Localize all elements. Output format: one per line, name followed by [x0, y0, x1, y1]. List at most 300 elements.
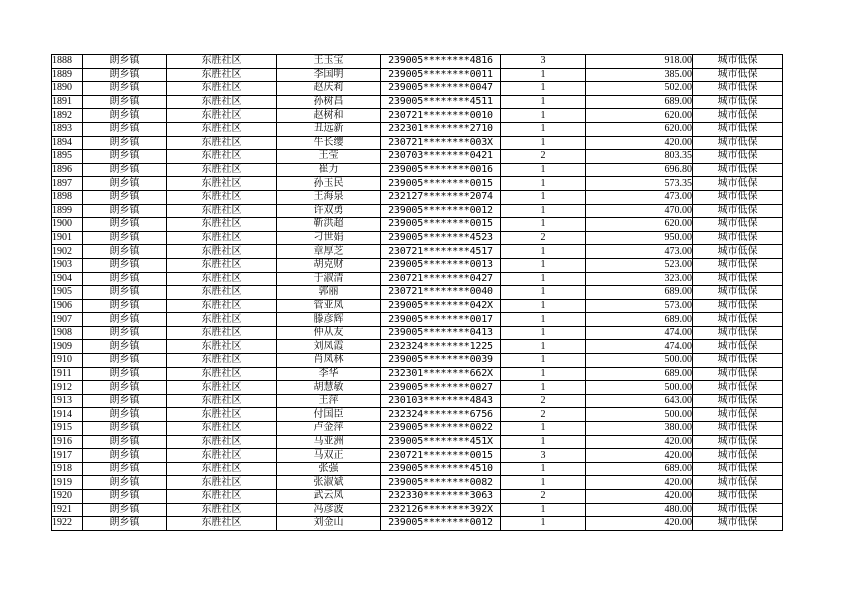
- table-row: [52, 258, 783, 272]
- amount-cell: 420.00: [586, 136, 693, 150]
- name-cell: 马亚洲: [277, 435, 381, 449]
- name-cell: 赵树和: [277, 109, 381, 123]
- name-cell: 胡慧敏: [277, 381, 381, 395]
- name-cell: 郭丽: [277, 286, 381, 300]
- assistance-type-cell: 城市低保: [693, 136, 783, 150]
- row-number-cell: 1896: [52, 163, 83, 177]
- id-number-cell: 230721********0015: [381, 449, 501, 463]
- assistance-type-cell: 城市低保: [693, 367, 783, 381]
- row-number-cell: 1890: [52, 82, 83, 96]
- name-cell: 章厚芝: [277, 245, 381, 259]
- assistance-type-cell: 城市低保: [693, 422, 783, 436]
- community-cell: 东胜社区: [167, 82, 277, 96]
- table-row: [52, 82, 783, 96]
- row-number-cell: 1905: [52, 286, 83, 300]
- amount-cell: 643.00: [586, 394, 693, 408]
- id-number-cell: 239005********451X: [381, 435, 501, 449]
- assistance-type-cell: 城市低保: [693, 204, 783, 218]
- table-row: [52, 367, 783, 381]
- town-cell: 朗乡镇: [83, 190, 167, 204]
- row-number-cell: 1891: [52, 95, 83, 109]
- household-count-cell: 2: [501, 408, 586, 422]
- row-number-cell: 1922: [52, 517, 83, 531]
- table-row: [52, 245, 783, 259]
- id-number-cell: 239005********4816: [381, 55, 501, 69]
- town-cell: 朗乡镇: [83, 367, 167, 381]
- name-cell: 赵庆莉: [277, 82, 381, 96]
- assistance-type-cell: 城市低保: [693, 82, 783, 96]
- assistance-type-cell: 城市低保: [693, 258, 783, 272]
- name-cell: 武云凤: [277, 490, 381, 504]
- town-cell: 朗乡镇: [83, 408, 167, 422]
- assistance-type-cell: 城市低保: [693, 503, 783, 517]
- community-cell: 东胜社区: [167, 503, 277, 517]
- town-cell: 朗乡镇: [83, 490, 167, 504]
- row-number-cell: 1913: [52, 394, 83, 408]
- name-cell: 胡克财: [277, 258, 381, 272]
- community-cell: 东胜社区: [167, 476, 277, 490]
- community-cell: 东胜社区: [167, 204, 277, 218]
- community-cell: 东胜社区: [167, 422, 277, 436]
- household-count-cell: 3: [501, 55, 586, 69]
- row-number-cell: 1921: [52, 503, 83, 517]
- id-number-cell: 239005********0013: [381, 258, 501, 272]
- community-cell: 东胜社区: [167, 326, 277, 340]
- id-number-cell: 239005********0015: [381, 218, 501, 232]
- town-cell: 朗乡镇: [83, 122, 167, 136]
- assistance-type-cell: 城市低保: [693, 449, 783, 463]
- amount-cell: 620.00: [586, 218, 693, 232]
- id-number-cell: 239005********0413: [381, 326, 501, 340]
- id-number-cell: 230721********003X: [381, 136, 501, 150]
- row-number-cell: 1894: [52, 136, 83, 150]
- id-number-cell: 230721********0010: [381, 109, 501, 123]
- household-count-cell: 1: [501, 190, 586, 204]
- row-number-cell: 1909: [52, 340, 83, 354]
- id-number-cell: 232127********2074: [381, 190, 501, 204]
- town-cell: 朗乡镇: [83, 136, 167, 150]
- assistance-type-cell: 城市低保: [693, 122, 783, 136]
- assistance-type-cell: 城市低保: [693, 150, 783, 164]
- community-cell: 东胜社区: [167, 231, 277, 245]
- household-count-cell: 1: [501, 163, 586, 177]
- household-count-cell: 2: [501, 394, 586, 408]
- amount-cell: 470.00: [586, 204, 693, 218]
- assistance-type-cell: 城市低保: [693, 435, 783, 449]
- household-count-cell: 1: [501, 422, 586, 436]
- community-cell: 东胜社区: [167, 258, 277, 272]
- household-count-cell: 2: [501, 490, 586, 504]
- id-number-cell: 239005********0012: [381, 204, 501, 218]
- table-row: [52, 122, 783, 136]
- row-number-cell: 1920: [52, 490, 83, 504]
- community-cell: 东胜社区: [167, 354, 277, 368]
- name-cell: 王莹: [277, 150, 381, 164]
- household-count-cell: 1: [501, 122, 586, 136]
- town-cell: 朗乡镇: [83, 299, 167, 313]
- id-number-cell: 230103********4843: [381, 394, 501, 408]
- town-cell: 朗乡镇: [83, 394, 167, 408]
- household-count-cell: 3: [501, 449, 586, 463]
- row-number-cell: 1893: [52, 122, 83, 136]
- id-number-cell: 239005********0039: [381, 354, 501, 368]
- household-count-cell: 1: [501, 503, 586, 517]
- row-number-cell: 1900: [52, 218, 83, 232]
- id-number-cell: 239005********0047: [381, 82, 501, 96]
- assistance-type-cell: 城市低保: [693, 177, 783, 191]
- table-row: [52, 190, 783, 204]
- assistance-type-cell: 城市低保: [693, 517, 783, 531]
- town-cell: 朗乡镇: [83, 340, 167, 354]
- table-row: [52, 231, 783, 245]
- table-row: [52, 462, 783, 476]
- id-number-cell: 230703********0421: [381, 150, 501, 164]
- community-cell: 东胜社区: [167, 68, 277, 82]
- row-number-cell: 1892: [52, 109, 83, 123]
- table-row: [52, 394, 783, 408]
- assistance-type-cell: 城市低保: [693, 490, 783, 504]
- town-cell: 朗乡镇: [83, 218, 167, 232]
- town-cell: 朗乡镇: [83, 422, 167, 436]
- community-cell: 东胜社区: [167, 299, 277, 313]
- id-number-cell: 239005********0016: [381, 163, 501, 177]
- row-number-cell: 1895: [52, 150, 83, 164]
- id-number-cell: 239005********0017: [381, 313, 501, 327]
- community-cell: 东胜社区: [167, 177, 277, 191]
- amount-cell: 696.80: [586, 163, 693, 177]
- amount-cell: 500.00: [586, 408, 693, 422]
- amount-cell: 473.00: [586, 245, 693, 259]
- row-number-cell: 1903: [52, 258, 83, 272]
- table-row: [52, 340, 783, 354]
- household-count-cell: 1: [501, 340, 586, 354]
- id-number-cell: 230721********4517: [381, 245, 501, 259]
- table-row: [52, 408, 783, 422]
- assistance-type-cell: 城市低保: [693, 354, 783, 368]
- amount-cell: 420.00: [586, 490, 693, 504]
- name-cell: 崔力: [277, 163, 381, 177]
- assistance-type-cell: 城市低保: [693, 68, 783, 82]
- assistance-type-cell: 城市低保: [693, 394, 783, 408]
- town-cell: 朗乡镇: [83, 462, 167, 476]
- assistance-type-cell: 城市低保: [693, 231, 783, 245]
- assistance-type-cell: 城市低保: [693, 95, 783, 109]
- town-cell: 朗乡镇: [83, 272, 167, 286]
- name-cell: 张强: [277, 462, 381, 476]
- household-count-cell: 1: [501, 258, 586, 272]
- table-row: [52, 218, 783, 232]
- amount-cell: 950.00: [586, 231, 693, 245]
- community-cell: 东胜社区: [167, 163, 277, 177]
- community-cell: 东胜社区: [167, 245, 277, 259]
- row-number-cell: 1911: [52, 367, 83, 381]
- amount-cell: 480.00: [586, 503, 693, 517]
- assistance-type-cell: 城市低保: [693, 299, 783, 313]
- id-number-cell: 239005********0027: [381, 381, 501, 395]
- name-cell: 仲从友: [277, 326, 381, 340]
- assistance-type-cell: 城市低保: [693, 245, 783, 259]
- town-cell: 朗乡镇: [83, 204, 167, 218]
- name-cell: 王萍: [277, 394, 381, 408]
- name-cell: 付国臣: [277, 408, 381, 422]
- name-cell: 张淑斌: [277, 476, 381, 490]
- community-cell: 东胜社区: [167, 136, 277, 150]
- roster-sheet: [51, 54, 783, 531]
- amount-cell: 500.00: [586, 381, 693, 395]
- id-number-cell: 239005********0082: [381, 476, 501, 490]
- row-number-cell: 1919: [52, 476, 83, 490]
- assistance-type-cell: 城市低保: [693, 109, 783, 123]
- community-cell: 东胜社区: [167, 381, 277, 395]
- name-cell: 孙玉民: [277, 177, 381, 191]
- household-count-cell: 1: [501, 313, 586, 327]
- row-number-cell: 1914: [52, 408, 83, 422]
- amount-cell: 420.00: [586, 435, 693, 449]
- amount-cell: 523.00: [586, 258, 693, 272]
- household-count-cell: 1: [501, 272, 586, 286]
- assistance-type-cell: 城市低保: [693, 313, 783, 327]
- row-number-cell: 1902: [52, 245, 83, 259]
- community-cell: 东胜社区: [167, 367, 277, 381]
- table-row: [52, 422, 783, 436]
- row-number-cell: 1912: [52, 381, 83, 395]
- table-row: [52, 490, 783, 504]
- id-number-cell: 232324********6756: [381, 408, 501, 422]
- amount-cell: 803.35: [586, 150, 693, 164]
- row-number-cell: 1910: [52, 354, 83, 368]
- community-cell: 东胜社区: [167, 408, 277, 422]
- name-cell: 王海泉: [277, 190, 381, 204]
- community-cell: 东胜社区: [167, 449, 277, 463]
- name-cell: 冯彦波: [277, 503, 381, 517]
- town-cell: 朗乡镇: [83, 109, 167, 123]
- town-cell: 朗乡镇: [83, 313, 167, 327]
- amount-cell: 420.00: [586, 476, 693, 490]
- row-number-cell: 1906: [52, 299, 83, 313]
- name-cell: 李国明: [277, 68, 381, 82]
- town-cell: 朗乡镇: [83, 354, 167, 368]
- community-cell: 东胜社区: [167, 435, 277, 449]
- row-number-cell: 1898: [52, 190, 83, 204]
- household-count-cell: 1: [501, 95, 586, 109]
- household-count-cell: 1: [501, 177, 586, 191]
- assistance-type-cell: 城市低保: [693, 272, 783, 286]
- table-row: [52, 435, 783, 449]
- town-cell: 朗乡镇: [83, 476, 167, 490]
- id-number-cell: 232330********3063: [381, 490, 501, 504]
- household-count-cell: 1: [501, 299, 586, 313]
- household-count-cell: 1: [501, 435, 586, 449]
- row-number-cell: 1916: [52, 435, 83, 449]
- amount-cell: 420.00: [586, 517, 693, 531]
- community-cell: 东胜社区: [167, 394, 277, 408]
- community-cell: 东胜社区: [167, 218, 277, 232]
- town-cell: 朗乡镇: [83, 381, 167, 395]
- household-count-cell: 1: [501, 136, 586, 150]
- table-row: [52, 286, 783, 300]
- row-number-cell: 1908: [52, 326, 83, 340]
- community-cell: 东胜社区: [167, 150, 277, 164]
- roster-table: [51, 54, 783, 531]
- amount-cell: 689.00: [586, 95, 693, 109]
- town-cell: 朗乡镇: [83, 150, 167, 164]
- town-cell: 朗乡镇: [83, 435, 167, 449]
- household-count-cell: 1: [501, 462, 586, 476]
- assistance-type-cell: 城市低保: [693, 326, 783, 340]
- community-cell: 东胜社区: [167, 340, 277, 354]
- town-cell: 朗乡镇: [83, 231, 167, 245]
- amount-cell: 474.00: [586, 340, 693, 354]
- community-cell: 东胜社区: [167, 190, 277, 204]
- id-number-cell: 239005********4510: [381, 462, 501, 476]
- amount-cell: 689.00: [586, 367, 693, 381]
- household-count-cell: 1: [501, 517, 586, 531]
- amount-cell: 689.00: [586, 462, 693, 476]
- town-cell: 朗乡镇: [83, 55, 167, 69]
- amount-cell: 380.00: [586, 422, 693, 436]
- name-cell: 丑远新: [277, 122, 381, 136]
- community-cell: 东胜社区: [167, 517, 277, 531]
- town-cell: 朗乡镇: [83, 163, 167, 177]
- town-cell: 朗乡镇: [83, 82, 167, 96]
- name-cell: 刁世娟: [277, 231, 381, 245]
- assistance-type-cell: 城市低保: [693, 55, 783, 69]
- id-number-cell: 232301********662X: [381, 367, 501, 381]
- household-count-cell: 1: [501, 68, 586, 82]
- town-cell: 朗乡镇: [83, 68, 167, 82]
- id-number-cell: 239005********0011: [381, 68, 501, 82]
- table-row: [52, 503, 783, 517]
- row-number-cell: 1915: [52, 422, 83, 436]
- id-number-cell: 232126********392X: [381, 503, 501, 517]
- name-cell: 刘凤霞: [277, 340, 381, 354]
- id-number-cell: 230721********0427: [381, 272, 501, 286]
- table-row: [52, 476, 783, 490]
- town-cell: 朗乡镇: [83, 449, 167, 463]
- assistance-type-cell: 城市低保: [693, 476, 783, 490]
- amount-cell: 474.00: [586, 326, 693, 340]
- amount-cell: 689.00: [586, 313, 693, 327]
- table-row: [52, 313, 783, 327]
- row-number-cell: 1907: [52, 313, 83, 327]
- row-number-cell: 1917: [52, 449, 83, 463]
- table-row: [52, 68, 783, 82]
- town-cell: 朗乡镇: [83, 95, 167, 109]
- name-cell: 卢金萍: [277, 422, 381, 436]
- table-row: [52, 299, 783, 313]
- row-number-cell: 1901: [52, 231, 83, 245]
- household-count-cell: 1: [501, 204, 586, 218]
- roster-body: [52, 55, 783, 531]
- amount-cell: 620.00: [586, 122, 693, 136]
- assistance-type-cell: 城市低保: [693, 163, 783, 177]
- household-count-cell: 1: [501, 245, 586, 259]
- row-number-cell: 1904: [52, 272, 83, 286]
- household-count-cell: 1: [501, 367, 586, 381]
- amount-cell: 323.00: [586, 272, 693, 286]
- town-cell: 朗乡镇: [83, 326, 167, 340]
- name-cell: 许双勇: [277, 204, 381, 218]
- id-number-cell: 239005********0022: [381, 422, 501, 436]
- assistance-type-cell: 城市低保: [693, 462, 783, 476]
- community-cell: 东胜社区: [167, 286, 277, 300]
- name-cell: 刘金山: [277, 517, 381, 531]
- community-cell: 东胜社区: [167, 462, 277, 476]
- name-cell: 肖凤林: [277, 354, 381, 368]
- table-row: [52, 177, 783, 191]
- town-cell: 朗乡镇: [83, 286, 167, 300]
- assistance-type-cell: 城市低保: [693, 340, 783, 354]
- assistance-type-cell: 城市低保: [693, 190, 783, 204]
- name-cell: 马双正: [277, 449, 381, 463]
- table-row: [52, 163, 783, 177]
- community-cell: 东胜社区: [167, 109, 277, 123]
- household-count-cell: 2: [501, 231, 586, 245]
- household-count-cell: 1: [501, 326, 586, 340]
- table-row: [52, 449, 783, 463]
- community-cell: 东胜社区: [167, 95, 277, 109]
- row-number-cell: 1897: [52, 177, 83, 191]
- assistance-type-cell: 城市低保: [693, 286, 783, 300]
- community-cell: 东胜社区: [167, 490, 277, 504]
- household-count-cell: 1: [501, 476, 586, 490]
- row-number-cell: 1889: [52, 68, 83, 82]
- town-cell: 朗乡镇: [83, 503, 167, 517]
- table-row: [52, 204, 783, 218]
- name-cell: 牛长缨: [277, 136, 381, 150]
- assistance-type-cell: 城市低保: [693, 408, 783, 422]
- row-number-cell: 1918: [52, 462, 83, 476]
- id-number-cell: 239005********042X: [381, 299, 501, 313]
- assistance-type-cell: 城市低保: [693, 381, 783, 395]
- town-cell: 朗乡镇: [83, 258, 167, 272]
- row-number-cell: 1888: [52, 55, 83, 69]
- table-row: [52, 150, 783, 164]
- community-cell: 东胜社区: [167, 122, 277, 136]
- id-number-cell: 230721********0040: [381, 286, 501, 300]
- household-count-cell: 1: [501, 218, 586, 232]
- amount-cell: 420.00: [586, 449, 693, 463]
- household-count-cell: 1: [501, 286, 586, 300]
- town-cell: 朗乡镇: [83, 245, 167, 259]
- id-number-cell: 239005********0015: [381, 177, 501, 191]
- household-count-cell: 1: [501, 82, 586, 96]
- name-cell: 靳洪超: [277, 218, 381, 232]
- town-cell: 朗乡镇: [83, 177, 167, 191]
- id-number-cell: 239005********4511: [381, 95, 501, 109]
- table-row: [52, 381, 783, 395]
- table-row: [52, 326, 783, 340]
- amount-cell: 385.00: [586, 68, 693, 82]
- household-count-cell: 2: [501, 150, 586, 164]
- name-cell: 管亚凤: [277, 299, 381, 313]
- amount-cell: 620.00: [586, 109, 693, 123]
- table-row: [52, 354, 783, 368]
- name-cell: 李华: [277, 367, 381, 381]
- community-cell: 东胜社区: [167, 272, 277, 286]
- amount-cell: 473.00: [586, 190, 693, 204]
- town-cell: 朗乡镇: [83, 517, 167, 531]
- community-cell: 东胜社区: [167, 55, 277, 69]
- table-row: [52, 272, 783, 286]
- row-number-cell: 1899: [52, 204, 83, 218]
- id-number-cell: 232301********2710: [381, 122, 501, 136]
- table-row: [52, 55, 783, 69]
- community-cell: 东胜社区: [167, 313, 277, 327]
- name-cell: 王玉宝: [277, 55, 381, 69]
- id-number-cell: 232324********1225: [381, 340, 501, 354]
- name-cell: 于淑清: [277, 272, 381, 286]
